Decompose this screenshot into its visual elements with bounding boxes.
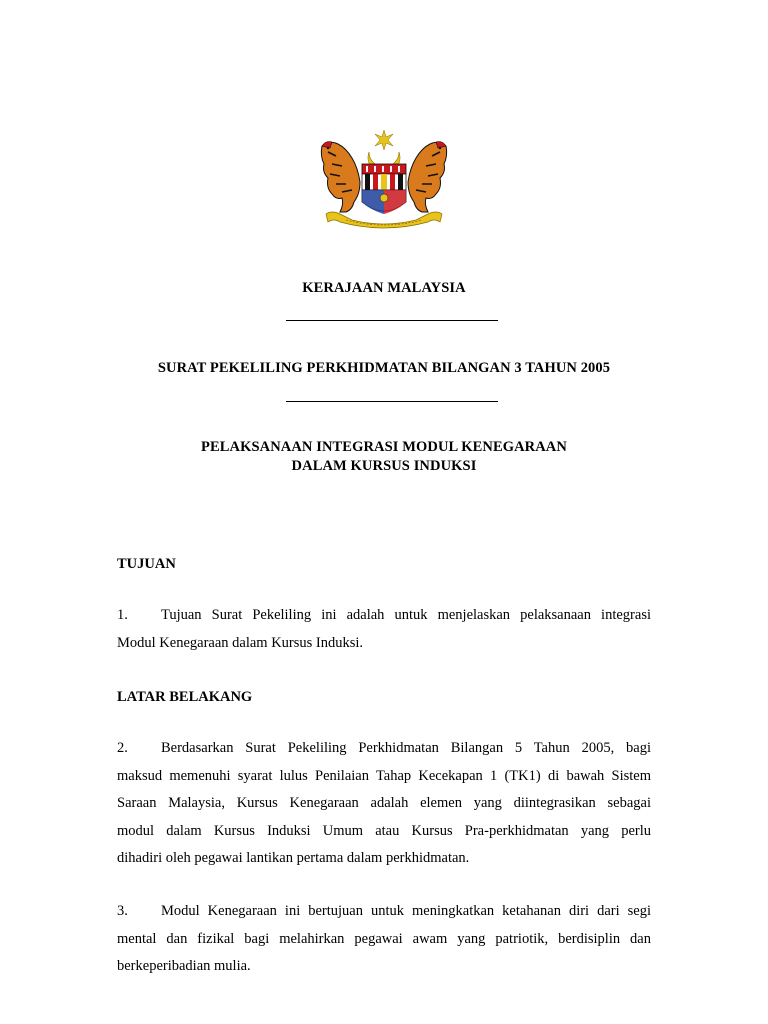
coat-of-arms-emblem bbox=[312, 128, 456, 232]
paragraph-line bbox=[117, 898, 651, 926]
divider-rule bbox=[286, 320, 498, 321]
paragraph-1 bbox=[117, 602, 651, 657]
right-tiger-icon bbox=[408, 142, 447, 213]
paragraph-3 bbox=[117, 898, 651, 981]
government-title: KERAJAAN MALAYSIA bbox=[302, 280, 466, 296]
paragraph-line: maksud memenuhi syarat lulus Penilaian Tahap Kecekapan 1 (TK1) di bawah Sistem bbox=[117, 767, 651, 784]
paragraph-line: modul dalam Kursus Induksi Umum atau Kursus Pra-perkhidmatan yang perlu bbox=[117, 822, 651, 839]
subject-line-1: PELAKSANAAN INTEGRASI MODUL KENEGARAAN bbox=[201, 439, 567, 455]
paragraph-text: Tujuan Surat Pekeliling ini adalah untuk menjelaskan pelaksanaan integrasi bbox=[161, 607, 651, 623]
paragraph-number: 3. bbox=[117, 903, 128, 919]
paragraph-text: Modul Kenegaraan ini bertujuan untuk meningkatkan ketahanan diri dari segi bbox=[161, 903, 651, 919]
section-heading-latar-belakang: LATAR BELAKANG bbox=[117, 689, 253, 705]
section-heading-tujuan: TUJUAN bbox=[117, 556, 176, 572]
divider-rule bbox=[286, 401, 498, 402]
paragraph-number: 1. bbox=[117, 607, 128, 623]
circular-title: SURAT PEKELILING PERKHIDMATAN BILANGAN 3 TAHUN 2005 bbox=[157, 360, 611, 376]
paragraph-line: berkeperibadian mulia. bbox=[117, 958, 251, 974]
paragraph-text: Berdasarkan Surat Pekeliling Perkhidmatan Bilangan 5 Tahun 2005, bagi bbox=[161, 740, 651, 756]
paragraph-line: mental dan fizikal bagi melahirkan pegawai awam yang patriotik, berdisiplin dan bbox=[117, 930, 651, 947]
paragraph-line bbox=[117, 735, 651, 763]
paragraph-line: Modul Kenegaraan dalam Kursus Induksi. bbox=[117, 634, 364, 651]
paragraph-number: 2. bbox=[117, 740, 128, 756]
paragraph-line: dihadiri oleh pegawai lantikan pertama dalam perkhidmatan. bbox=[117, 850, 470, 866]
left-tiger-icon bbox=[321, 142, 360, 213]
paragraph-line bbox=[117, 602, 651, 630]
paragraph-line: Saraan Malaysia, Kursus Kenegaraan adalah elemen yang diintegrasikan sebagai bbox=[117, 795, 651, 811]
subject-line-2: DALAM KURSUS INDUKSI bbox=[291, 458, 477, 474]
paragraph-2 bbox=[117, 735, 651, 873]
